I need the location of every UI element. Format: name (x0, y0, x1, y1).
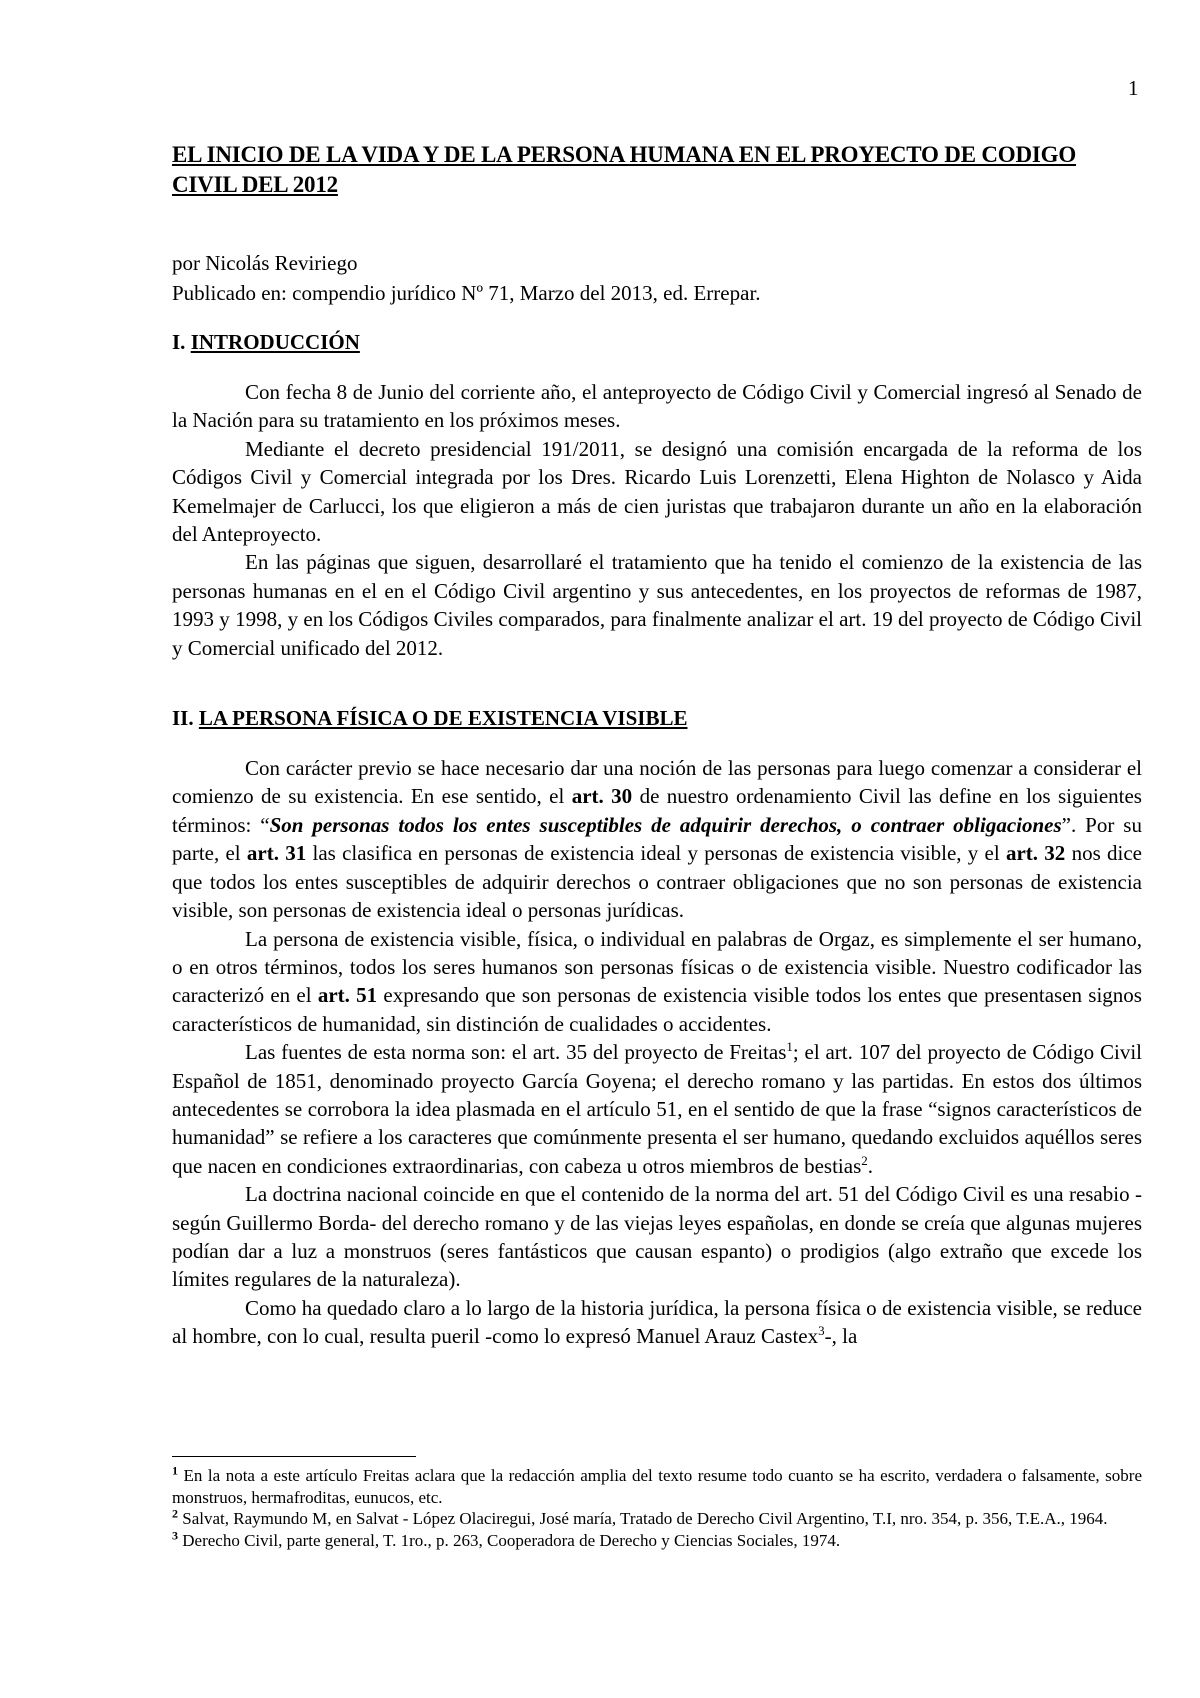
section-heading-persona-fisica (172, 704, 1142, 732)
section-title: LA PERSONA FÍSICA O DE EXISTENCIA VISIBLE (198, 706, 688, 731)
text-run: expresando que son personas de existencia visible todos los entes que presentasen signos característicos de humanidad, sin distinción de cualidades o accidentes. (172, 983, 1142, 1036)
text-run: . (867, 1153, 873, 1178)
article-ref: art. 31 (246, 841, 307, 866)
footnote-mark: 1 (172, 1463, 178, 1478)
text-run: las clasifica en personas de existencia ideal y personas de existencia visible, y el (306, 841, 1006, 866)
footnote (172, 1465, 1142, 1508)
byline (172, 248, 1142, 308)
footnote (172, 1508, 1142, 1530)
footnotes (172, 1465, 1142, 1551)
footnote-ref: 2 (861, 1152, 868, 1168)
paragraph (172, 754, 1142, 924)
article-ref: art. 32 (1005, 841, 1066, 866)
article-ref: art. 51 (317, 983, 378, 1008)
text-run: nos dice que todos los entes susceptibles de adquirir derechos o contraer obligaciones que no son personas de existencia visible, son personas de existencia ideal o personas jurídicas. (172, 841, 1142, 923)
section-title: INTRODUCCIÓN (190, 330, 360, 354)
page-number: 1 (1128, 76, 1139, 100)
section-number: II. (172, 706, 199, 731)
publication-line: Publicado en: compendio jurídico Nº 71, Marzo del 2013, ed. Errepar. (172, 281, 761, 305)
text-run: Con carácter previo se hace necesario dar una noción de las personas para luego comenzar a considerar el comienzo de su existencia. En ese sentido, el (172, 756, 1142, 809)
paragraph (172, 1038, 1142, 1180)
section-heading-introduccion (172, 328, 1142, 356)
document-title: EL INICIO DE LA VIDA Y DE LA PERSONA HUMANA EN EL PROYECTO DE CODIGO CIVIL DEL 2012 (172, 142, 1077, 197)
paragraph: En las páginas que siguen, desarrollaré el tratamiento que ha tenido el comienzo de la existencia de las personas humanas en el en el Código Civil argentino y sus antecedentes, en los proyectos de reformas de 1987, 1993 y 1998, y en los Códigos Civiles comparados, para finalmente analizar el art. 19 del proyecto de Código Civil y Comercial unificado del 2012. (172, 550, 1142, 660)
text-run: de nuestro ordenamiento Civil las define en los siguientes términos: “ (172, 784, 1142, 837)
document-body (172, 140, 1142, 1351)
text-run: Las fuentes de esta norma son: el art. 35 del proyecto de Freitas (245, 1040, 787, 1065)
text-run: La persona de existencia visible, física, o individual en palabras de Orgaz, es simplemente el ser humano, o en otros términos, todos los seres humanos son personas físicas o de existencia visible. Nuestro codificador las caracterizó en el (172, 926, 1142, 1008)
footnote-text: Derecho Civil, parte general, T. 1ro., p. 263, Cooperadora de Derecho y Ciencias Sociales, 1974. (178, 1530, 841, 1550)
intro-paragraphs (172, 378, 1142, 662)
paragraph (172, 925, 1142, 1039)
text-run: ; el art. 107 del proyecto de Código Civil Español de 1851, denominado proyecto García Goyena; el derecho romano y las partidas. En estos dos últimos antecedentes se corrobora la idea plasmada en el artículo 51, en el sentido de que la frase “signos característicos de humanidad” se refiere a los caracteres que comúnmente presenta el ser humano, quedando excluidos aquéllos seres que nacen en condiciones extraordinarias, con cabeza u otros miembros de bestias (172, 1040, 1143, 1178)
section-number: I. (172, 330, 191, 354)
footnote-ref: 1 (786, 1039, 793, 1055)
footnote-mark: 2 (172, 1506, 178, 1521)
article-ref: art. 30 (571, 784, 633, 809)
footnote-mark: 3 (172, 1527, 178, 1542)
section2-paragraphs (172, 754, 1142, 1351)
footnote-ref: 3 (818, 1323, 825, 1339)
paragraph (172, 1294, 1142, 1351)
text-run: -, la (824, 1324, 858, 1349)
author-line: por Nicolás Reviriego (172, 251, 358, 275)
footnote-separator (172, 1456, 416, 1457)
paragraph: La doctrina nacional coincide en que el contenido de la norma del art. 51 del Código Civil es una resabio -según Guillermo Borda- del derecho romano y de las viejas leyes españolas, en donde se creía que algunas mujeres podían dar a luz a monstruos (seres fantásticos que causan espanto) o prodigios (algo extraño que excede los límites regulares de la naturaleza). (172, 1182, 1142, 1292)
footnote (172, 1527, 1142, 1552)
footnote-text: En la nota a este artículo Freitas aclara que la redacción amplia del texto resume todo cuanto se ha escrito, verdadera o falsamente, sobre monstruos, hermafroditas, eunucos, etc. (172, 1466, 1142, 1507)
footnote-text: Salvat, Raymundo M, en Salvat - López Olaciregui, José maría, Tratado de Derecho Civil Argentino, T.I, nro. 354, p. 356, T.E.A., 1964. (178, 1509, 1108, 1528)
text-run: ”. Por su parte, el (172, 812, 1142, 866)
paragraph: Con fecha 8 de Junio del corriente año, el anteproyecto de Código Civil y Comercial ingresó al Senado de la Nación para su tratamiento en los próximos meses. (172, 380, 1142, 433)
quoted-definition: Son personas todos los entes susceptibles de adquirir derechos, o contraer obligaciones (269, 812, 1062, 837)
text-run: Como ha quedado claro a lo largo de la historia jurídica, la persona física o de existencia visible, se reduce al hombre, con lo cual, resulta pueril -como lo expresó Manuel Arauz Castex (172, 1295, 1142, 1349)
paragraph: Mediante el decreto presidencial 191/2011, se designó una comisión encargada de la reforma de los Códigos Civil y Comercial integrada por los Dres. Ricardo Luis Lorenzetti, Elena Highton de Nolasco y Aida Kemelmajer de Carlucci, los que eligieron a más de cien juristas que trabajaron durante un año en la elaboración del Anteproyecto. (172, 436, 1142, 547)
